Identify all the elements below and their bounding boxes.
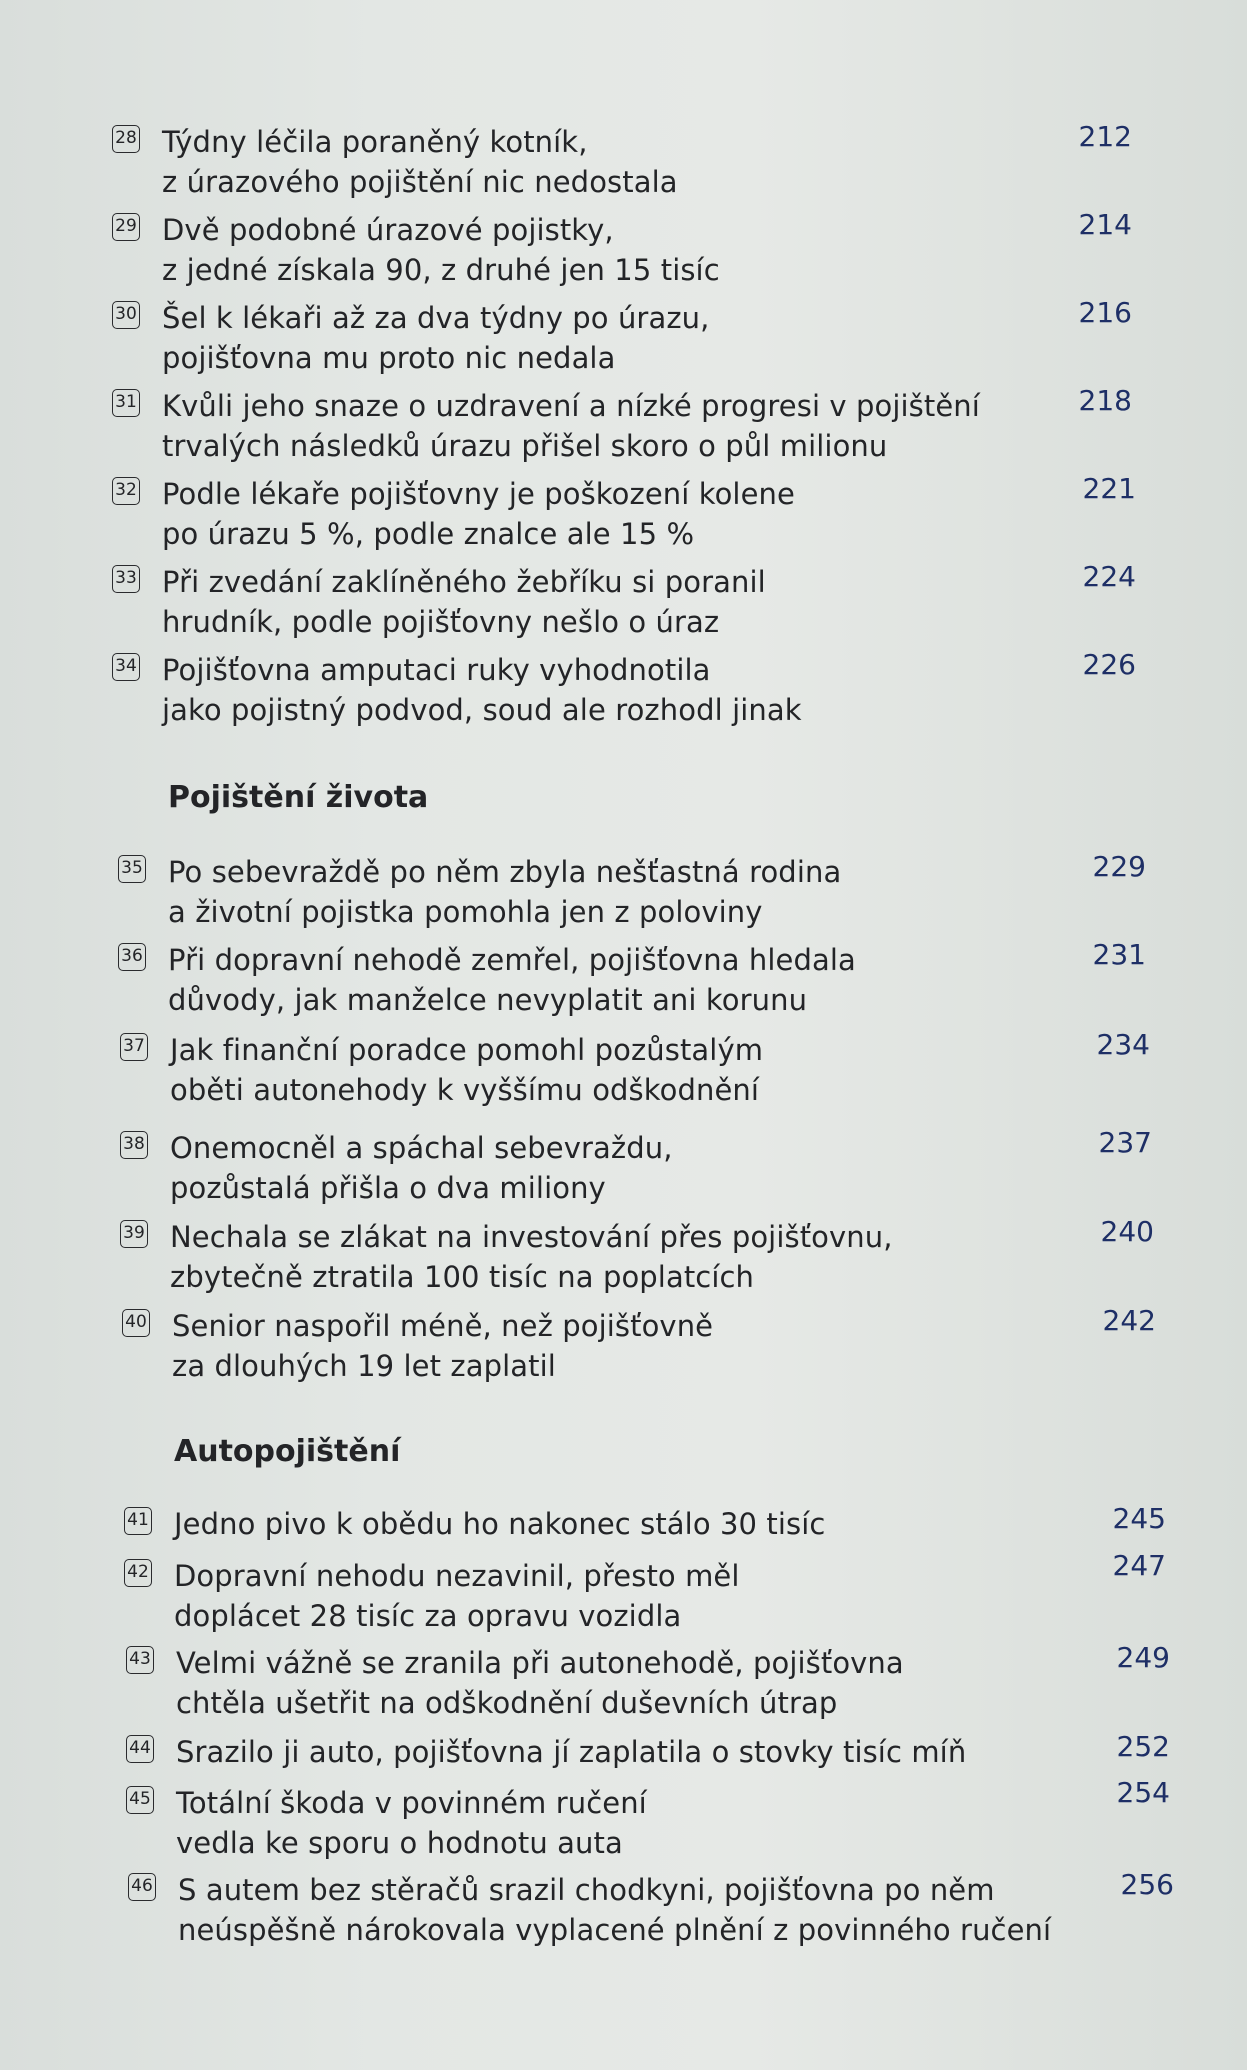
entry-number: 42 [124,1559,152,1587]
entry-title: Dvě podobné úrazové pojistky, z jedné získala 90, z druhé jen 15 tisíc [162,213,720,287]
entry-page: 218 [1078,384,1132,417]
entry-page: 224 [1082,560,1136,593]
entry-page: 214 [1078,208,1132,241]
entry-title: Jak finanční poradce pomohl pozůstalým oběti autonehody k vyššímu odškodnění [170,1033,764,1107]
entry-title: Týdny léčila poraněný kotník, z úrazového pojištění nic nedostala [162,125,678,199]
section-heading-auto: Autopojištění [174,1434,401,1469]
entry-page: 216 [1078,296,1132,329]
entry-number: 43 [126,1646,154,1674]
entry-number: 33 [112,565,140,593]
entry-number: 45 [126,1786,154,1814]
entry-page: 242 [1102,1304,1156,1337]
entry-number: 36 [118,943,146,971]
entry-title: Dopravní nehodu nezavinil, přesto měl doplácet 28 tisíc za opravu vozidla [174,1559,740,1633]
entry-number: 46 [128,1873,156,1901]
entry-number: 40 [122,1309,150,1337]
entry-page: 229 [1092,850,1146,883]
entry-title: Jedno pivo k obědu ho nakonec stálo 30 tisíc [174,1507,826,1541]
entry-page: 240 [1100,1215,1154,1248]
entry-title: Při zvedání zaklíněného žebříku si poranil hrudník, podle pojišťovny nešlo o úraz [162,565,766,639]
entry-title: Nechala se zlákat na investování přes pojišťovnu, zbytečně ztratila 100 tisíc na poplatcích [170,1220,893,1294]
entry-title: S autem bez stěračů srazil chodkyni, pojišťovna po něm neúspěšně nárokovala vyplacené plnění z povinného ručení [178,1873,1052,1947]
entry-number: 39 [120,1220,148,1248]
entry-page: 256 [1120,1868,1174,1901]
entry-number: 29 [112,213,140,241]
entry-title: Šel k lékaři až za dva týdny po úrazu, pojišťovna mu proto nic nedala [162,301,710,375]
entry-number: 32 [112,477,140,505]
entry-title: Velmi vážně se zranila při autonehodě, pojišťovna chtěla ušetřit na odškodnění duševních útrap [176,1646,904,1720]
entry-page: 245 [1112,1502,1166,1535]
entry-number: 41 [124,1507,152,1535]
entry-page: 254 [1116,1776,1170,1809]
section-heading-life: Pojištění života [168,780,429,815]
entry-title: Pojišťovna amputaci ruky vyhodnotila jako pojistný podvod, soud ale rozhodl jinak [162,653,802,727]
entry-page: 249 [1116,1641,1170,1674]
entry-page: 234 [1096,1028,1150,1061]
entry-number: 31 [112,389,140,417]
entry-number: 44 [126,1735,154,1763]
entry-number: 30 [112,301,140,329]
entry-number: 37 [120,1033,148,1061]
entry-page: 221 [1082,472,1136,505]
entry-title: Při dopravní nehodě zemřel, pojišťovna hledala důvody, jak manželce nevyplatit ani korunu [168,943,856,1017]
entry-page: 252 [1116,1730,1170,1763]
entry-title: Senior naspořil méně, než pojišťovně za dlouhých 19 let zaplatil [172,1309,714,1383]
entry-title: Po sebevraždě po něm zbyla nešťastná rodina a životní pojistka pomohla jen z poloviny [168,855,842,929]
entry-page: 226 [1082,648,1136,681]
entry-title: Totální škoda v povinném ručení vedla ke sporu o hodnotu auta [176,1786,647,1860]
entry-title: Onemocněl a spáchal sebevraždu, pozůstalá přišla o dva miliony [170,1131,673,1205]
entry-title: Kvůli jeho snaze o uzdravení a nízké progresi v pojištění trvalých následků úrazu přišel skoro o půl milionu [162,389,980,463]
entry-title: Srazilo ji auto, pojišťovna jí zaplatila o stovky tisíc míň [176,1735,967,1769]
entry-number: 28 [112,125,140,153]
entry-number: 34 [112,653,140,681]
entry-number: 35 [118,855,146,883]
entry-page: 237 [1098,1126,1152,1159]
entry-page: 247 [1112,1549,1166,1582]
entry-page: 231 [1092,938,1146,971]
entry-page: 212 [1078,120,1132,153]
entry-title: Podle lékaře pojišťovny je poškození kolene po úrazu 5 %, podle znalce ale 15 % [162,477,795,551]
entry-number: 38 [120,1131,148,1159]
